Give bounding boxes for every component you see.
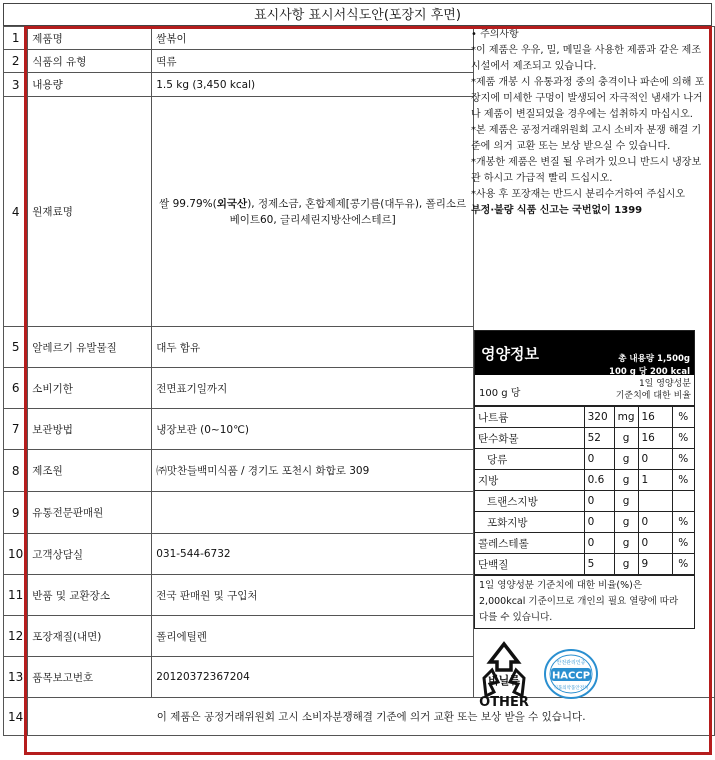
row-value: 20120372367204 [152, 657, 474, 698]
nutrient-pct-sign: % [672, 407, 694, 428]
row-number: 6 [4, 368, 28, 409]
nutrient-amount: 0.6 [584, 470, 614, 491]
row-number: 4 [4, 97, 28, 327]
nutrient-row [475, 407, 694, 428]
nutrition-total-kcal: 100 g 당 200 kcal [609, 367, 690, 377]
nutrient-name: 포화지방 [475, 512, 584, 533]
nutrient-unit: g [614, 428, 638, 449]
row-label: 품목보고번호 [28, 657, 152, 698]
row-number: 7 [4, 409, 28, 450]
nutrient-pct: 0 [638, 449, 672, 470]
nutrient-name: 탄수화물 [475, 428, 584, 449]
haccp-mark [543, 648, 599, 700]
nutrient-pct-sign: % [672, 428, 694, 449]
nutrient-unit: mg [614, 407, 638, 428]
row-value: 1.5 kg (3,450 kcal) [152, 73, 474, 97]
nutrient-name: 콜레스테롤 [475, 533, 584, 554]
row-value: 폴리에틸렌 [152, 616, 474, 657]
row-label: 식품의 유형 [28, 50, 152, 73]
page-title: 표시사항 표시서식도안(포장지 후면) [3, 3, 712, 26]
row-label: 소비기한 [28, 368, 152, 409]
ingredients-prefix: 쌀 99.79%( [159, 197, 217, 210]
row-number: 5 [4, 327, 28, 368]
nutrient-pct-sign [672, 491, 694, 512]
nutrition-footnote: 1일 영양성분 기준치에 대한 비율(%)은 2,000kcal 기준이므로 개인의 필요 열량에 따라 다를 수 있습니다. [475, 575, 694, 628]
row-number: 10 [4, 534, 28, 575]
nutrition-dv-header [616, 378, 691, 402]
caution-item: *제품 개봉 시 유통과정 중의 충격이나 파손에 의해 포장지에 미세한 구멍이 발생되어 자극적인 냄새가 나거나 제품이 변질되었을 경우에는 섭취하지 마십시오. [471, 77, 705, 120]
row-label: 보관방법 [28, 409, 152, 450]
nutrient-row [475, 533, 694, 554]
caution-item: *본 제품은 공정거래위원회 고시 소비자 분쟁 해결 기준에 의거 교환 또는 보상 받으실 수 있습니다. [471, 125, 702, 152]
haccp-label: HACCP [551, 670, 591, 682]
nutrient-pct: 16 [638, 428, 672, 449]
row-value: 031-544-6732 [152, 534, 474, 575]
nutrient-row [475, 491, 694, 512]
nutrient-name: 당류 [475, 449, 584, 470]
nutrition-title: 영양정보 [481, 345, 539, 363]
row-value [152, 492, 474, 534]
row-number: 12 [4, 616, 28, 657]
row-number: 11 [4, 575, 28, 616]
nutrient-unit: g [614, 470, 638, 491]
row-label: 고객상담실 [28, 534, 152, 575]
nutrient-name: 단백질 [475, 554, 584, 575]
caution-notes [471, 27, 709, 219]
nutrient-amount: 0 [584, 491, 614, 512]
row-14-notice: 이 제품은 공정거래위원회 고시 소비자분쟁해결 기준에 의거 교환 또는 보상 받을 수 있습니다. [28, 698, 715, 736]
row-value: 떡류 [152, 50, 474, 73]
row-value: 쌀볶이 [152, 27, 474, 50]
row-label: 알레르기 유발물질 [28, 327, 152, 368]
haccp-seal-icon [543, 648, 599, 700]
nutrient-amount: 320 [584, 407, 614, 428]
nutrition-dv-line2: 기준치에 대한 비율 [615, 391, 691, 401]
nutrient-unit: g [614, 491, 638, 512]
nutrient-amount: 0 [584, 449, 614, 470]
nutrient-name: 나트륨 [475, 407, 584, 428]
nutrient-unit: g [614, 533, 638, 554]
nutrient-unit: g [614, 554, 638, 575]
nutrient-pct: 0 [638, 512, 672, 533]
recycle-arrows-icon [478, 640, 530, 708]
caution-item: *개봉한 제품은 변질 될 우려가 있으니 반드시 냉장보관 하시고 가급적 빨리 드십시오. [471, 157, 702, 184]
row-number: 9 [4, 492, 28, 534]
row-value: 전면표기일까지 [152, 368, 474, 409]
row-label: 유통전문판매원 [28, 492, 152, 534]
row-label: 원재료명 [28, 97, 152, 327]
report-hotline: 부정·불량 식품 신고는 국번없이 1399 [471, 205, 643, 216]
row-label: 제품명 [28, 27, 152, 50]
nutrition-total-content: 총 내용량 1,500g [618, 354, 690, 364]
nutrient-row [475, 470, 694, 491]
nutrition-subheader [475, 375, 694, 406]
nutrient-row [475, 512, 694, 533]
nutrient-pct: 1 [638, 470, 672, 491]
ingredients-origin: 외국산 [216, 197, 248, 210]
nutrient-amount: 52 [584, 428, 614, 449]
recycle-mark [478, 640, 530, 711]
nutrition-facts [474, 330, 695, 629]
row-value: 대두 함유 [152, 327, 474, 368]
row-label: 내용량 [28, 73, 152, 97]
caution-item: *이 제품은 우유, 밀, 메밀을 사용한 제품과 같은 제조시설에서 제조되고 있습니다. [471, 45, 701, 72]
row-value: 전국 판매원 및 구입처 [152, 575, 474, 616]
nutrient-amount: 0 [584, 533, 614, 554]
nutrient-pct-sign: % [672, 533, 694, 554]
nutrient-pct: 0 [638, 533, 672, 554]
nutrient-pct-sign: % [672, 449, 694, 470]
row-number: 3 [4, 73, 28, 97]
row-number: 1 [4, 27, 28, 50]
row-label: 제조원 [28, 450, 152, 492]
row-value: 냉장보관 (0~10℃) [152, 409, 474, 450]
nutrient-row [475, 554, 694, 575]
nutrition-header [475, 331, 694, 375]
nutrition-per: 100 g 당 [479, 388, 521, 399]
nutrient-amount: 0 [584, 512, 614, 533]
nutrient-row [475, 449, 694, 470]
nutrient-pct: 9 [638, 554, 672, 575]
recycle-label: 비닐류 [488, 674, 520, 687]
nutrient-unit: g [614, 449, 638, 470]
nutrient-amount: 5 [584, 554, 614, 575]
nutrient-row [475, 428, 694, 449]
nutrition-dv-line1: 1일 영양성분 [638, 379, 691, 389]
row-label: 반품 및 교환장소 [28, 575, 152, 616]
nutrient-pct-sign: % [672, 512, 694, 533]
table-row [4, 698, 715, 736]
caution-heading: • 주의사항 [471, 29, 519, 40]
nutrient-pct-sign: % [672, 554, 694, 575]
row-number: 2 [4, 50, 28, 73]
row-number: 14 [4, 698, 28, 736]
nutrient-unit: g [614, 512, 638, 533]
row-label: 포장재질(내면) [28, 616, 152, 657]
caution-item: *사용 후 포장재는 반드시 분리수거하여 주십시오 [471, 189, 686, 200]
haccp-bottom-text: 식품의약품안전처 [553, 686, 589, 691]
row-number: 13 [4, 657, 28, 698]
nutrient-pct: 16 [638, 407, 672, 428]
nutrient-pct-sign: % [672, 470, 694, 491]
nutrient-pct [638, 491, 672, 512]
nutrient-name: 트랜스지방 [475, 491, 584, 512]
nutrient-name: 지방 [475, 470, 584, 491]
haccp-top-text: 안전관리인증 [556, 660, 586, 666]
row-number: 8 [4, 450, 28, 492]
row-value: ㈜맛찬들백미식품 / 경기도 포천시 화합로 309 [152, 450, 474, 492]
row-value-ingredients [152, 97, 474, 327]
recycle-sub-label: OTHER [479, 695, 529, 708]
ingredients-suffix: ), 정제소금, 혼합제제[콩기름(대두유), 폴리소르베이트60, 글리세린지방산에스테르] [229, 197, 467, 226]
nutrition-table [475, 406, 694, 575]
